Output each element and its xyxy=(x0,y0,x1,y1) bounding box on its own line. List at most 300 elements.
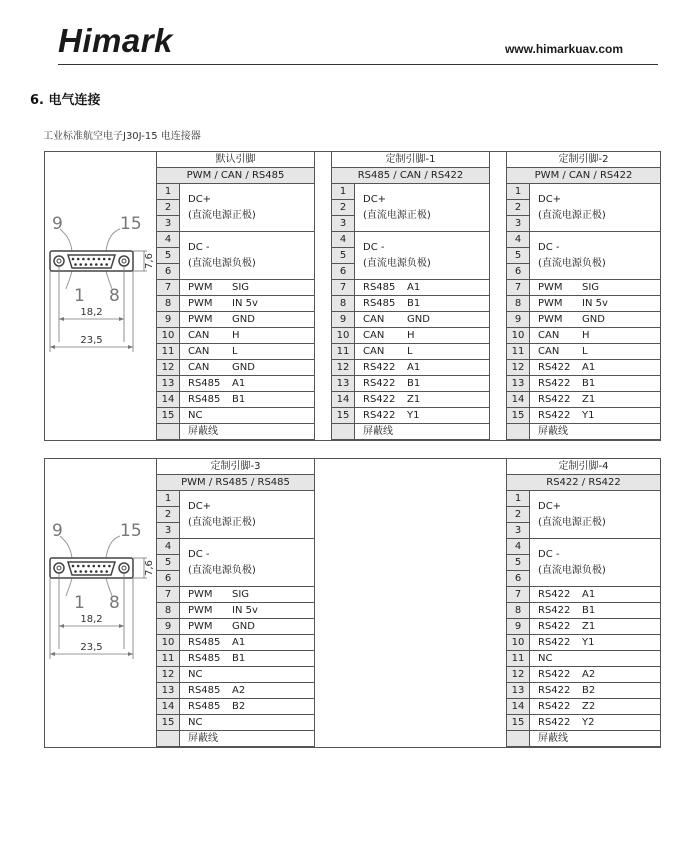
power-negative-note: (直流电源负极) xyxy=(538,564,606,576)
shield-wire: 屏蔽线 xyxy=(355,424,490,440)
pin-number: 5 xyxy=(332,248,355,264)
pin-number: 12 xyxy=(157,360,180,376)
pin-table-title: 默认引脚 xyxy=(157,152,315,168)
power-positive-cell xyxy=(530,491,661,539)
pin-function xyxy=(530,635,661,651)
pin-number: 14 xyxy=(157,699,180,715)
dim-outer-label: 23,5 xyxy=(80,335,103,346)
table-row xyxy=(332,280,490,296)
pin-function xyxy=(355,344,490,360)
table-row xyxy=(332,360,490,376)
pin-signal: CAN xyxy=(538,330,560,341)
table-row xyxy=(157,539,315,555)
pin-function xyxy=(180,715,315,731)
pin-function xyxy=(530,280,661,296)
pin-subsignal: B1 xyxy=(582,605,596,616)
pin-function xyxy=(180,667,315,683)
pin-number: 12 xyxy=(157,667,180,683)
pin-signal: CAN xyxy=(188,330,210,341)
pin-number: 4 xyxy=(157,232,180,248)
pin-subsignal: H xyxy=(232,330,240,341)
pin-subsignal: L xyxy=(407,346,413,357)
pin-subsignal: SIG xyxy=(232,282,250,293)
pin-function xyxy=(180,683,315,699)
pin-table-title: 定制引脚-2 xyxy=(507,152,661,168)
power-positive-label: DC+ xyxy=(188,500,212,512)
pin-number: 3 xyxy=(157,216,180,232)
pin-signal: RS422 xyxy=(538,589,571,600)
pin-function xyxy=(180,699,315,715)
power-positive-label: DC+ xyxy=(363,193,387,205)
pin-subsignal: Z2 xyxy=(582,701,596,712)
pin-number: 1 xyxy=(332,184,355,200)
table-row xyxy=(157,184,315,200)
pin-8-label: 8 xyxy=(109,286,120,306)
table-row xyxy=(507,667,661,683)
pin-subsignal: GND xyxy=(232,314,255,325)
power-negative-cell xyxy=(530,232,661,280)
table-row xyxy=(157,360,315,376)
pin-number: 3 xyxy=(507,523,530,539)
power-negative-label: DC - xyxy=(538,548,560,560)
pin-function xyxy=(355,312,490,328)
pin-signal: RS422 xyxy=(538,394,571,405)
table-row xyxy=(507,280,661,296)
pin-table-protocols: PWM / CAN / RS422 xyxy=(507,168,661,184)
power-positive-label: DC+ xyxy=(538,500,562,512)
pin-function xyxy=(530,603,661,619)
pin-function xyxy=(355,296,490,312)
pin-number: 8 xyxy=(157,296,180,312)
website-url[interactable]: www.himarkuav.com xyxy=(504,42,623,56)
table-row xyxy=(507,491,661,507)
pin-function xyxy=(530,651,661,667)
connector-subtitle: 工业标准航空电子J30J-15 电连接器 xyxy=(43,131,201,142)
pin-subsignal: Z1 xyxy=(582,621,596,632)
pin-signal: PWM xyxy=(538,314,563,325)
pin-table-protocols: PWM / RS485 / RS485 xyxy=(157,475,315,491)
pin-signal: PWM xyxy=(188,621,213,632)
table-row xyxy=(157,603,315,619)
pin-function xyxy=(180,587,315,603)
pin-number: 7 xyxy=(507,587,530,603)
table-row xyxy=(507,344,661,360)
pin-number: 10 xyxy=(507,328,530,344)
pin-signal: PWM xyxy=(188,589,213,600)
table-row xyxy=(332,408,490,424)
pin-table-title: 定制引脚-1 xyxy=(332,152,490,168)
pin-signal: RS422 xyxy=(538,410,571,421)
pin-number: 9 xyxy=(157,619,180,635)
pin-number: 1 xyxy=(507,491,530,507)
pin-number: 10 xyxy=(157,328,180,344)
pin-number: 4 xyxy=(507,539,530,555)
pin-number: 8 xyxy=(332,296,355,312)
power-positive-cell xyxy=(180,491,315,539)
pin-signal: RS422 xyxy=(538,685,571,696)
pin-1-label: 1 xyxy=(74,286,85,306)
power-negative-cell xyxy=(355,232,490,280)
pin-number: 7 xyxy=(157,280,180,296)
pin-signal: RS422 xyxy=(538,637,571,648)
pinout-block-2 xyxy=(44,458,661,748)
pin-table xyxy=(156,151,315,440)
table-row xyxy=(507,635,661,651)
pin-subsignal: B1 xyxy=(407,298,421,309)
pin-subsignal: GND xyxy=(407,314,430,325)
pin-signal: RS422 xyxy=(363,378,396,389)
pin-signal: RS485 xyxy=(188,685,221,696)
pin-number: 9 xyxy=(332,312,355,328)
pin-number: 14 xyxy=(507,699,530,715)
pin-subsignal: B1 xyxy=(232,394,246,405)
pin-function xyxy=(530,667,661,683)
section-title: 6. 电气连接 xyxy=(30,93,101,108)
connector-diagram xyxy=(44,514,157,734)
pinout-block-1 xyxy=(44,151,661,441)
table-row xyxy=(157,392,315,408)
pin-table xyxy=(506,458,661,747)
table-row xyxy=(157,344,315,360)
pin-number: 1 xyxy=(507,184,530,200)
table-row xyxy=(157,296,315,312)
table-row xyxy=(507,232,661,248)
pin-signal: RS422 xyxy=(363,394,396,405)
table-row xyxy=(157,491,315,507)
pin-number: 12 xyxy=(507,667,530,683)
pin-number: 4 xyxy=(507,232,530,248)
pin-number: 8 xyxy=(157,603,180,619)
table-row xyxy=(507,731,661,747)
pin-number: 15 xyxy=(507,715,530,731)
table-row xyxy=(507,715,661,731)
power-positive-note: (直流电源正极) xyxy=(188,209,256,221)
pin-function xyxy=(180,312,315,328)
pin-number: 12 xyxy=(507,360,530,376)
shield-wire: 屏蔽线 xyxy=(180,731,315,747)
pin-table-title: 定制引脚-3 xyxy=(157,459,315,475)
pin-function xyxy=(530,344,661,360)
power-positive-cell xyxy=(180,184,315,232)
dim-inner-label: 18,2 xyxy=(80,614,103,625)
table-row xyxy=(507,587,661,603)
pin-function xyxy=(180,635,315,651)
pin-number: 1 xyxy=(157,184,180,200)
pin-number: 9 xyxy=(507,312,530,328)
shield-wire: 屏蔽线 xyxy=(180,424,315,440)
table-row xyxy=(157,651,315,667)
table-row xyxy=(507,683,661,699)
pin-function xyxy=(180,360,315,376)
pin-number: 9 xyxy=(157,312,180,328)
power-negative-note: (直流电源负极) xyxy=(188,257,256,269)
pin-function xyxy=(180,328,315,344)
power-negative-label: DC - xyxy=(188,548,210,560)
pin-number: 14 xyxy=(157,392,180,408)
power-negative-note: (直流电源负极) xyxy=(188,564,256,576)
pin-signal: PWM xyxy=(188,314,213,325)
pin-number: 7 xyxy=(507,280,530,296)
table-row xyxy=(332,376,490,392)
pin-subsignal: Y1 xyxy=(407,410,420,421)
table-row xyxy=(332,312,490,328)
pin-number: 6 xyxy=(332,264,355,280)
pin-number: 9 xyxy=(507,619,530,635)
pin-signal: RS422 xyxy=(363,362,396,373)
pin-number: 4 xyxy=(332,232,355,248)
table-row xyxy=(157,408,315,424)
table-row xyxy=(507,539,661,555)
table-row xyxy=(157,699,315,715)
pin-number: 12 xyxy=(332,360,355,376)
pin-function xyxy=(530,360,661,376)
pin-function xyxy=(530,683,661,699)
spacer-column xyxy=(314,458,507,748)
table-row xyxy=(507,360,661,376)
pin-subsignal: H xyxy=(582,330,590,341)
pin-signal: PWM xyxy=(188,605,213,616)
pin-subsignal: GND xyxy=(582,314,605,325)
pin-number: 2 xyxy=(507,507,530,523)
pin-function xyxy=(530,312,661,328)
pin-function xyxy=(530,328,661,344)
table-row xyxy=(507,184,661,200)
pin-function xyxy=(180,344,315,360)
table-row xyxy=(507,392,661,408)
pin-function xyxy=(180,376,315,392)
pin-subsignal: Z1 xyxy=(582,394,596,405)
pin-number: 5 xyxy=(507,248,530,264)
pin-function xyxy=(530,392,661,408)
table-row xyxy=(332,296,490,312)
pin-number: 11 xyxy=(332,344,355,360)
pin-signal: CAN xyxy=(538,346,560,357)
pin-signal: RS422 xyxy=(538,362,571,373)
pin-number: 6 xyxy=(157,264,180,280)
power-negative-label: DC - xyxy=(363,241,385,253)
pin-subsignal: B1 xyxy=(582,378,596,389)
pin-function xyxy=(355,328,490,344)
pin-number: 1 xyxy=(157,491,180,507)
pin-subsignal: IN 5v xyxy=(232,605,258,616)
connector-diagram-cell xyxy=(44,458,157,748)
pin-subsignal: A1 xyxy=(582,589,596,600)
pin-number: 3 xyxy=(332,216,355,232)
pin-number: 8 xyxy=(507,296,530,312)
pin-8-label: 8 xyxy=(109,593,120,613)
table-row xyxy=(157,312,315,328)
table-row xyxy=(507,424,661,440)
pin-number: 7 xyxy=(157,587,180,603)
power-positive-note: (直流电源正极) xyxy=(363,209,431,221)
shield-wire: 屏蔽线 xyxy=(530,424,661,440)
power-negative-cell xyxy=(180,539,315,587)
pin-signal: NC xyxy=(538,653,553,664)
pin-function xyxy=(530,699,661,715)
connector-diagram xyxy=(44,207,157,427)
pin-9-label: 9 xyxy=(52,521,63,541)
table-row xyxy=(507,296,661,312)
table-row xyxy=(507,619,661,635)
pin-number: 13 xyxy=(157,376,180,392)
pin-subsignal: B2 xyxy=(582,685,596,696)
pin-function xyxy=(180,603,315,619)
shield-wire: 屏蔽线 xyxy=(530,731,661,747)
pin-number: 13 xyxy=(332,376,355,392)
pin-function xyxy=(530,376,661,392)
power-negative-label: DC - xyxy=(188,241,210,253)
pin-number: 7 xyxy=(332,280,355,296)
pin-number: 11 xyxy=(507,344,530,360)
pin-function xyxy=(530,296,661,312)
table-row xyxy=(507,376,661,392)
pin-table-protocols: PWM / CAN / RS485 xyxy=(157,168,315,184)
table-row xyxy=(157,280,315,296)
pin-subsignal: GND xyxy=(232,362,255,373)
pin-signal: RS422 xyxy=(538,621,571,632)
pin-subsignal: B1 xyxy=(407,378,421,389)
table-row xyxy=(332,392,490,408)
pin-function xyxy=(180,296,315,312)
pin-number: 13 xyxy=(157,683,180,699)
pin-signal: NC xyxy=(188,717,203,728)
pin-function xyxy=(530,715,661,731)
pin-subsignal: Y1 xyxy=(582,410,595,421)
pin-number: 15 xyxy=(157,408,180,424)
pin-table xyxy=(156,458,315,747)
power-positive-label: DC+ xyxy=(188,193,212,205)
table-row xyxy=(157,587,315,603)
pin-number: 2 xyxy=(507,200,530,216)
pin-subsignal: IN 5v xyxy=(232,298,258,309)
connector-diagram-cell xyxy=(44,151,157,441)
table-row xyxy=(157,731,315,747)
dim-height-label: 7,6 xyxy=(144,560,155,576)
table-row xyxy=(157,635,315,651)
pin-subsignal: Z1 xyxy=(407,394,421,405)
power-positive-note: (直流电源正极) xyxy=(188,516,256,528)
pin-signal: NC xyxy=(188,669,203,680)
pin-subsignal: A2 xyxy=(582,669,596,680)
pin-subsignal: L xyxy=(582,346,588,357)
pin-signal: CAN xyxy=(363,346,385,357)
pin-function xyxy=(180,619,315,635)
pin-table-protocols: RS485 / CAN / RS422 xyxy=(332,168,490,184)
pin-number: 3 xyxy=(157,523,180,539)
power-positive-label: DC+ xyxy=(538,193,562,205)
table-row xyxy=(507,603,661,619)
pin-signal: PWM xyxy=(538,298,563,309)
pin-signal: RS422 xyxy=(538,669,571,680)
pin-number: 4 xyxy=(157,539,180,555)
pin-function xyxy=(180,408,315,424)
pin-signal: PWM xyxy=(538,282,563,293)
power-negative-label: DC - xyxy=(538,241,560,253)
pin-function xyxy=(530,619,661,635)
pin-number: 10 xyxy=(157,635,180,651)
table-row xyxy=(332,232,490,248)
pin-number: 11 xyxy=(157,651,180,667)
pin-signal: CAN xyxy=(363,330,385,341)
spacer-column xyxy=(314,151,332,441)
pin-subsignal: B1 xyxy=(232,653,246,664)
dim-inner-label: 18,2 xyxy=(80,307,103,318)
pin-table xyxy=(331,151,490,440)
pin-signal: RS485 xyxy=(188,701,221,712)
pin-function xyxy=(530,408,661,424)
pin-function xyxy=(180,651,315,667)
pin-signal: PWM xyxy=(188,298,213,309)
pin-signal: RS422 xyxy=(538,605,571,616)
pin-signal: RS485 xyxy=(188,394,221,405)
pin-number: 10 xyxy=(332,328,355,344)
pin-number: 14 xyxy=(507,392,530,408)
pin-function xyxy=(355,280,490,296)
pin-signal: RS422 xyxy=(538,701,571,712)
pin-number: 2 xyxy=(332,200,355,216)
pin-subsignal: A1 xyxy=(232,378,246,389)
pin-signal: CAN xyxy=(188,346,210,357)
table-row xyxy=(332,344,490,360)
power-negative-cell xyxy=(530,539,661,587)
table-row xyxy=(507,408,661,424)
pin-number: 15 xyxy=(507,408,530,424)
pin-function xyxy=(355,360,490,376)
pin-subsignal: Y1 xyxy=(582,637,595,648)
pin-15-label: 15 xyxy=(120,521,142,541)
pin-number: 15 xyxy=(157,715,180,731)
table-row xyxy=(157,667,315,683)
pin-signal: RS485 xyxy=(363,298,396,309)
pin-subsignal: A1 xyxy=(407,282,421,293)
pin-number: 5 xyxy=(157,555,180,571)
table-row xyxy=(507,328,661,344)
pin-subsignal: GND xyxy=(232,621,255,632)
pin-signal: RS485 xyxy=(188,653,221,664)
table-row xyxy=(157,424,315,440)
pin-subsignal: A1 xyxy=(582,362,596,373)
spacer-column xyxy=(489,151,507,441)
pin-number: 6 xyxy=(507,571,530,587)
dim-outer-label: 23,5 xyxy=(80,642,103,653)
header-divider xyxy=(58,64,658,65)
pin-subsignal: SIG xyxy=(582,282,600,293)
pin-number: 5 xyxy=(157,248,180,264)
pin-subsignal: B2 xyxy=(232,701,246,712)
pin-number: 10 xyxy=(507,635,530,651)
pin-function xyxy=(180,280,315,296)
table-row xyxy=(157,328,315,344)
pin-number: 11 xyxy=(157,344,180,360)
table-row xyxy=(157,376,315,392)
pin-subsignal: A2 xyxy=(232,685,246,696)
pin-table-title: 定制引脚-4 xyxy=(507,459,661,475)
pin-signal: RS422 xyxy=(363,410,396,421)
pin-number: 6 xyxy=(507,264,530,280)
brand-logo: Himark xyxy=(58,22,173,59)
pin-subsignal: A1 xyxy=(407,362,421,373)
pin-signal: CAN xyxy=(188,362,210,373)
pin-subsignal: L xyxy=(232,346,238,357)
table-row xyxy=(332,328,490,344)
pin-signal: RS422 xyxy=(538,717,571,728)
pin-subsignal: SIG xyxy=(232,589,250,600)
pin-number: 5 xyxy=(507,555,530,571)
pin-number: 2 xyxy=(157,507,180,523)
pin-number: 8 xyxy=(507,603,530,619)
pin-signal: CAN xyxy=(363,314,385,325)
table-row xyxy=(332,424,490,440)
